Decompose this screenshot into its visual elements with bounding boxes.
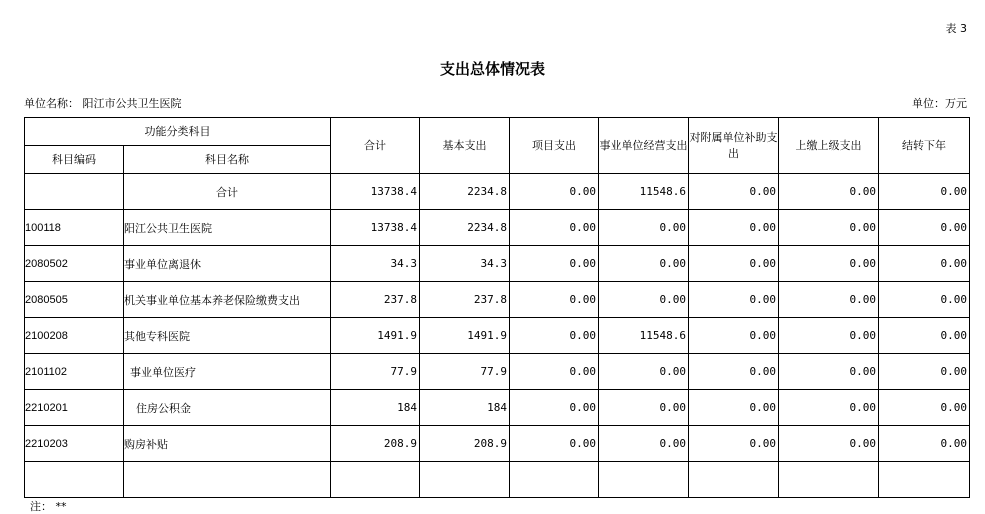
cell-basic: 2234.8 — [420, 174, 510, 210]
header-upper: 上缴上级支出 — [779, 118, 879, 174]
cell-name: 阳江公共卫生医院 — [124, 210, 331, 246]
cell-project: 0.00 — [510, 318, 599, 354]
cell-code: 2210201 — [25, 390, 124, 426]
cell-basic: 2234.8 — [420, 210, 510, 246]
cell-code: 2101102 — [25, 354, 124, 390]
cell-code: 2100208 — [25, 318, 124, 354]
cell-project: 0.00 — [510, 426, 599, 462]
cell-subsidy: 0.00 — [689, 426, 779, 462]
unit-name-value: 阳江市公共卫生医院 — [82, 97, 182, 110]
cell-total: 13738.4 — [331, 174, 420, 210]
cell-business: 11548.6 — [599, 318, 689, 354]
cell-empty — [689, 462, 779, 498]
cell-total: 34.3 — [331, 246, 420, 282]
header-code: 科目编码 — [25, 146, 124, 174]
cell-empty — [420, 462, 510, 498]
cell-project: 0.00 — [510, 354, 599, 390]
cell-carry: 0.00 — [879, 426, 970, 462]
cell-basic: 208.9 — [420, 426, 510, 462]
cell-carry: 0.00 — [879, 246, 970, 282]
cell-total: 184 — [331, 390, 420, 426]
unit-name — [24, 95, 182, 111]
cell-name: 机关事业单位基本养老保险缴费支出 — [124, 282, 331, 318]
cell-name: 住房公积金 — [124, 390, 331, 426]
cell-basic: 237.8 — [420, 282, 510, 318]
cell-carry: 0.00 — [879, 318, 970, 354]
cell-basic: 184 — [420, 390, 510, 426]
cell-subsidy: 0.00 — [689, 354, 779, 390]
table-row — [25, 426, 970, 462]
cell-empty — [879, 462, 970, 498]
footer-note: 注： ** — [30, 500, 67, 513]
cell-project: 0.00 — [510, 282, 599, 318]
header-function-category: 功能分类科目 — [25, 118, 331, 146]
cell-carry: 0.00 — [879, 210, 970, 246]
cell-subsidy: 0.00 — [689, 210, 779, 246]
table-row — [25, 210, 970, 246]
cell-total: 77.9 — [331, 354, 420, 390]
cell-empty — [331, 462, 420, 498]
cell-business: 0.00 — [599, 282, 689, 318]
cell-upper: 0.00 — [779, 174, 879, 210]
cell-business: 0.00 — [599, 210, 689, 246]
cell-upper: 0.00 — [779, 210, 879, 246]
cell-carry: 0.00 — [879, 282, 970, 318]
cell-subsidy: 0.00 — [689, 174, 779, 210]
cell-carry: 0.00 — [879, 390, 970, 426]
cell-carry: 0.00 — [879, 174, 970, 210]
cell-code: 100118 — [25, 210, 124, 246]
cell-empty — [779, 462, 879, 498]
cell-basic: 1491.9 — [420, 318, 510, 354]
cell-name: 事业单位离退休 — [124, 246, 331, 282]
page-title: 支出总体情况表 — [439, 60, 545, 78]
cell-code: 2210203 — [25, 426, 124, 462]
table-row — [25, 174, 970, 210]
cell-subsidy: 0.00 — [689, 318, 779, 354]
header-basic: 基本支出 — [420, 118, 510, 174]
header-project: 项目支出 — [510, 118, 599, 174]
header-business: 事业单位经营支出 — [599, 118, 689, 174]
cell-project: 0.00 — [510, 174, 599, 210]
table-row — [25, 354, 970, 390]
cell-name: 事业单位医疗 — [124, 354, 331, 390]
table-row — [25, 318, 970, 354]
table-row — [25, 390, 970, 426]
cell-empty — [124, 462, 331, 498]
cell-business: 0.00 — [599, 390, 689, 426]
cell-empty — [25, 462, 124, 498]
unit-label: 单位：万元 — [912, 97, 967, 110]
cell-empty — [599, 462, 689, 498]
cell-business: 0.00 — [599, 354, 689, 390]
cell-carry: 0.00 — [879, 354, 970, 390]
header-name: 科目名称 — [124, 146, 331, 174]
header-total: 合计 — [331, 118, 420, 174]
cell-basic: 34.3 — [420, 246, 510, 282]
cell-code: 2080502 — [25, 246, 124, 282]
cell-total: 13738.4 — [331, 210, 420, 246]
cell-total: 208.9 — [331, 426, 420, 462]
cell-project: 0.00 — [510, 210, 599, 246]
table-row — [25, 282, 970, 318]
page-number: 表 3 — [945, 22, 967, 35]
cell-total: 1491.9 — [331, 318, 420, 354]
table-row — [25, 246, 970, 282]
cell-project: 0.00 — [510, 390, 599, 426]
cell-upper: 0.00 — [779, 246, 879, 282]
cell-name: 购房补贴 — [124, 426, 331, 462]
cell-upper: 0.00 — [779, 282, 879, 318]
cell-name: 其他专科医院 — [124, 318, 331, 354]
cell-upper: 0.00 — [779, 354, 879, 390]
unit-name-label: 单位名称： — [24, 97, 79, 110]
cell-upper: 0.00 — [779, 390, 879, 426]
cell-code — [25, 174, 124, 210]
cell-empty — [510, 462, 599, 498]
cell-code: 2080505 — [25, 282, 124, 318]
cell-total: 237.8 — [331, 282, 420, 318]
header-carry: 结转下年 — [879, 118, 970, 174]
cell-basic: 77.9 — [420, 354, 510, 390]
header-subsidy: 对附属单位补助支出 — [689, 118, 779, 174]
cell-business: 0.00 — [599, 426, 689, 462]
cell-subsidy: 0.00 — [689, 282, 779, 318]
cell-upper: 0.00 — [779, 318, 879, 354]
cell-project: 0.00 — [510, 246, 599, 282]
table-row-empty — [25, 462, 970, 498]
expenditure-table — [24, 117, 970, 498]
cell-name: 合计 — [124, 174, 331, 210]
cell-subsidy: 0.00 — [689, 390, 779, 426]
cell-subsidy: 0.00 — [689, 246, 779, 282]
cell-business: 0.00 — [599, 246, 689, 282]
cell-upper: 0.00 — [779, 426, 879, 462]
cell-business: 11548.6 — [599, 174, 689, 210]
